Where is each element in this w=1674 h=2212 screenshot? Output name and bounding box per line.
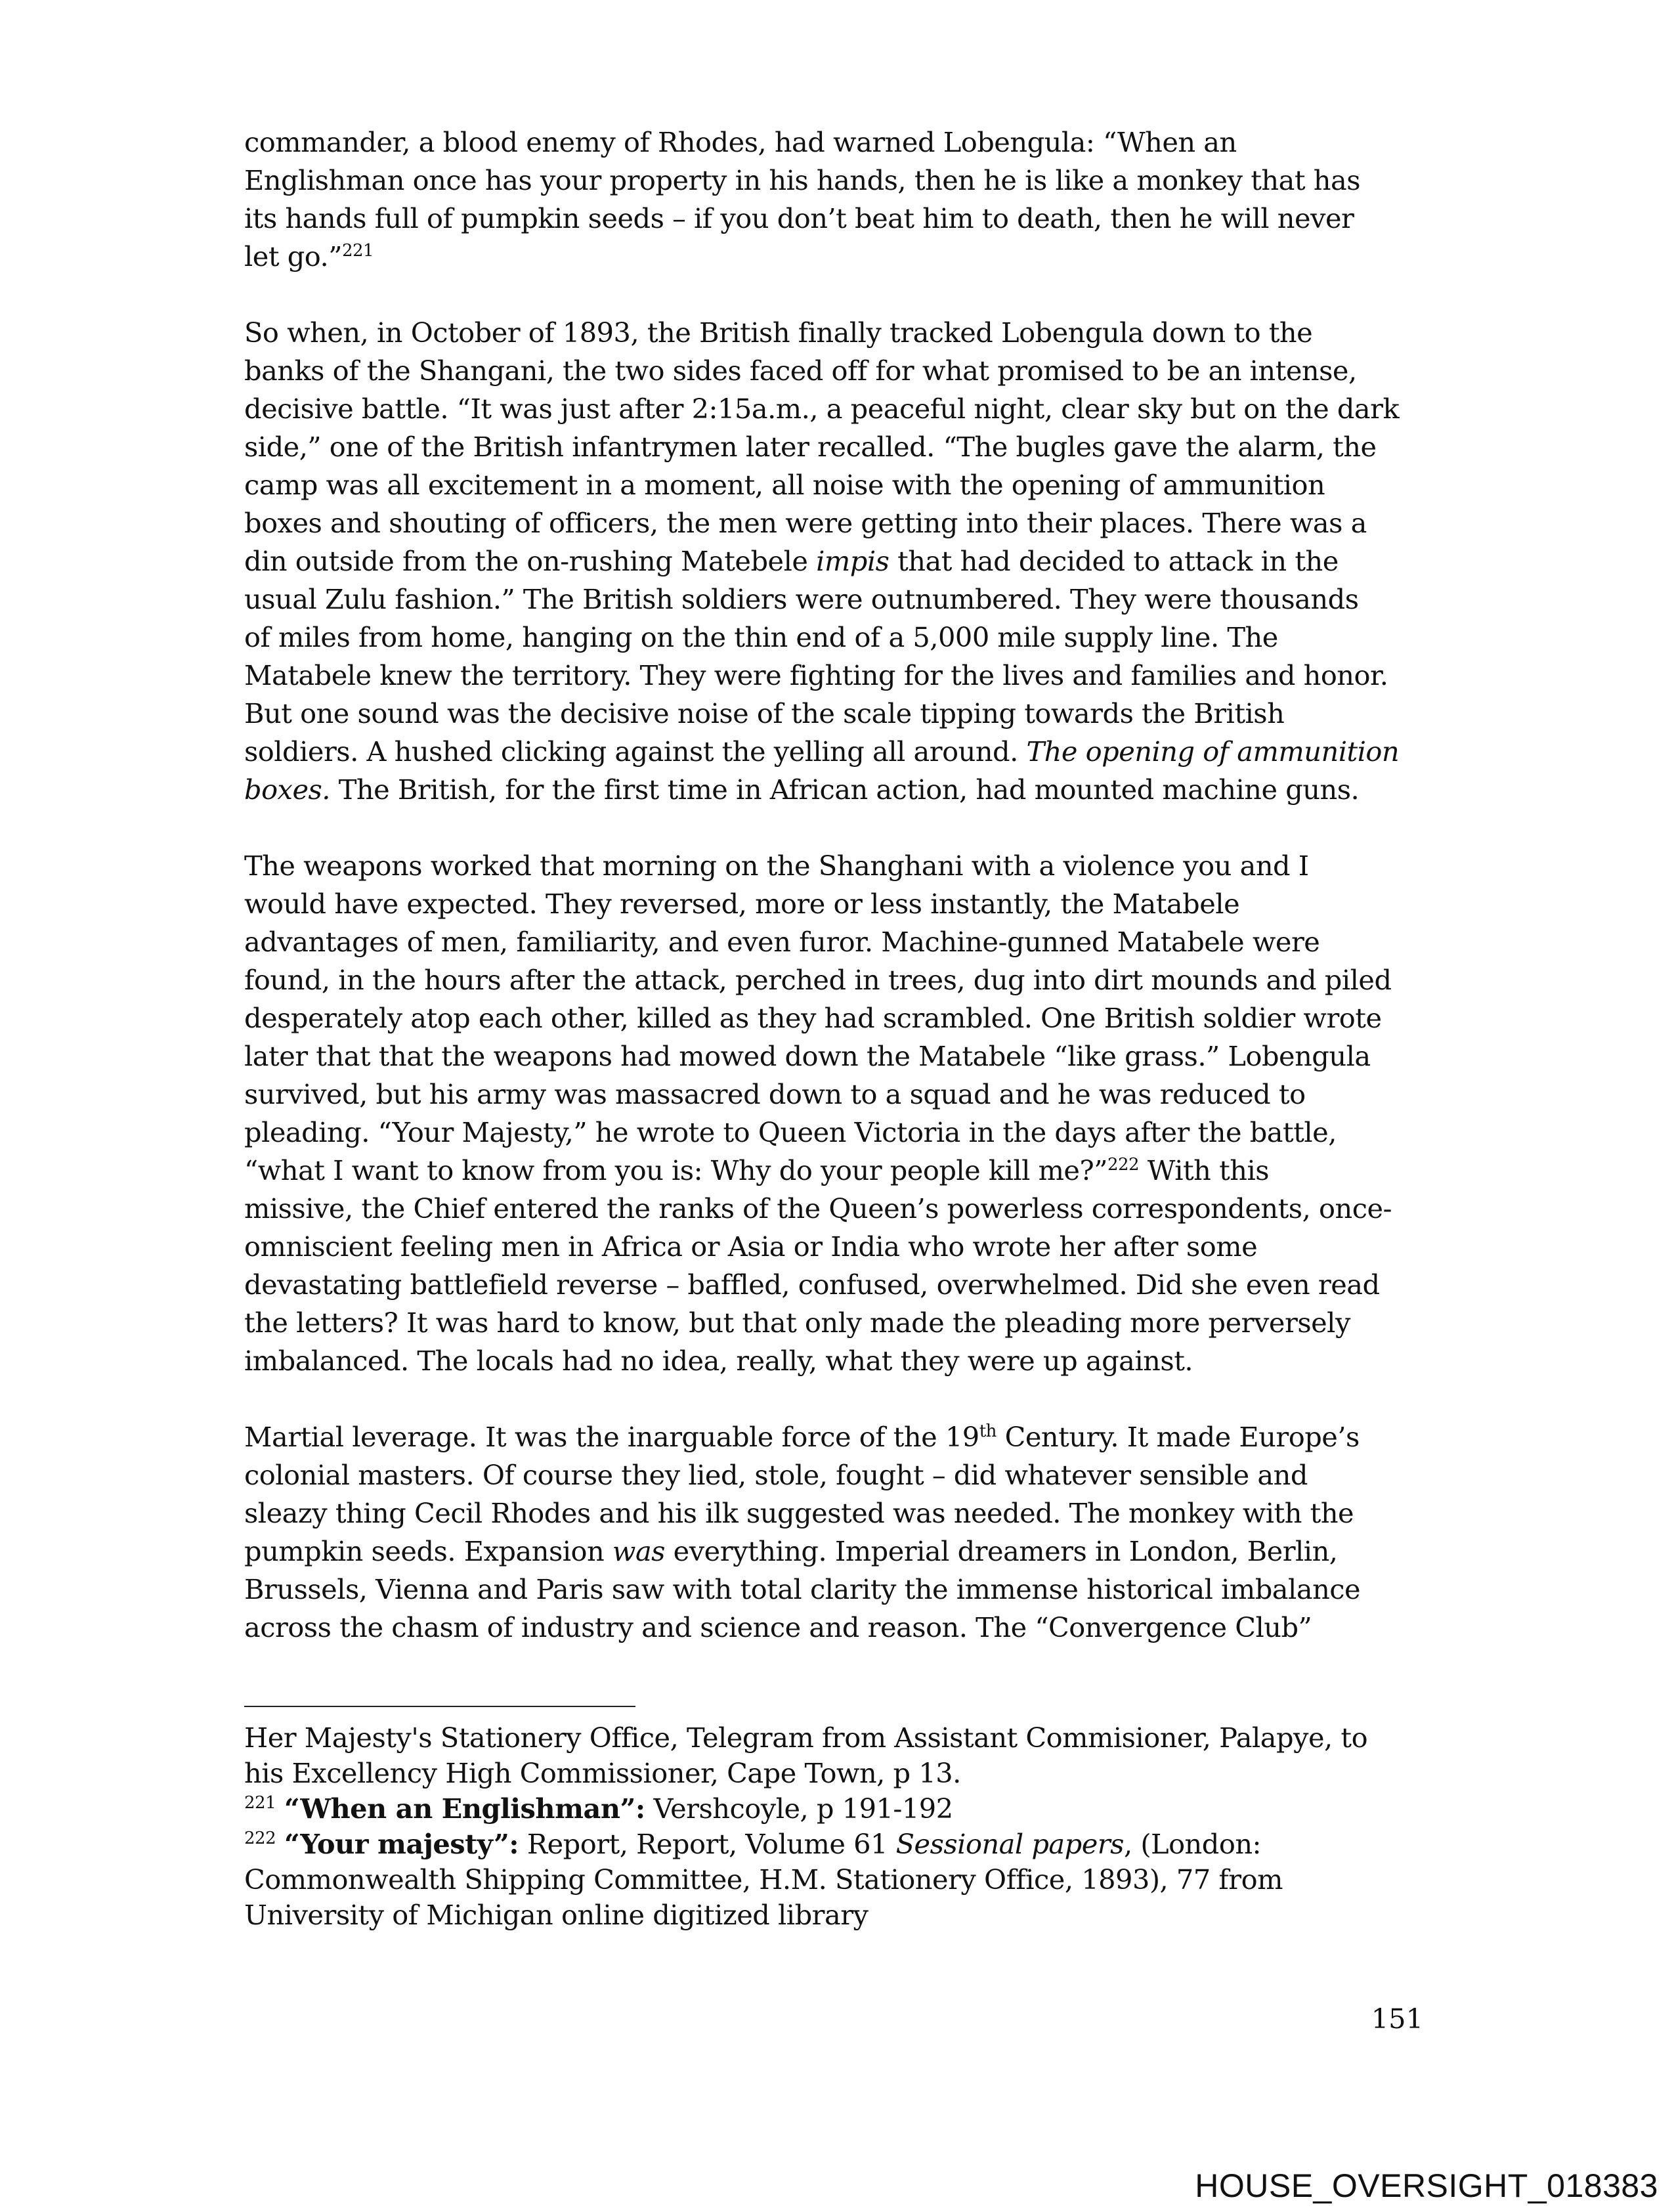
- text-run: So when, in October of 1893, the British finally tracked Lobengula down to the: [244, 316, 1313, 349]
- text-line: [244, 999, 1419, 1037]
- text-line: [244, 1266, 1419, 1304]
- text-run: boxes and shouting of officers, the men were getting into their places. There was a: [244, 507, 1367, 539]
- text-line: [244, 1571, 1419, 1609]
- text-line: [244, 771, 1419, 809]
- text-line: [244, 1862, 1419, 1898]
- text-run: decisive battle. “It was just after 2:15a.m., a peaceful night, clear sky but on the dark: [244, 393, 1400, 425]
- text-line: [244, 695, 1419, 733]
- text-run: The weapons worked that morning on the Shanghani with a violence you and I: [244, 850, 1309, 882]
- text-run: across the chasm of industry and science and reason. The “Convergence Club”: [244, 1611, 1312, 1643]
- text-line: [244, 1791, 1419, 1827]
- text-run: Her Majesty's Stationery Office, Telegram from Assistant Commisioner, Palapye, to: [244, 1722, 1368, 1754]
- text-line: [244, 657, 1419, 695]
- text-run: Martial leverage. It was the inarguable force of the 19: [244, 1421, 979, 1453]
- paragraph: [244, 314, 1419, 809]
- text-run: Commonwealth Shipping Committee, H.M. Stationery Office, 1893), 77 from: [244, 1863, 1283, 1896]
- text-run: “When an Englishman”:: [284, 1792, 645, 1825]
- text-line: [244, 961, 1419, 999]
- bates-number: HOUSE_OVERSIGHT_018383: [1195, 2167, 1658, 2204]
- text-run: advantages of men, familiarity, and even furor. Machine-gunned Matabele were: [244, 926, 1320, 958]
- footnote-marker: 221: [341, 241, 374, 261]
- text-line: [244, 352, 1419, 390]
- text-run: “what I want to know from you is: Why do your people kill me?”: [244, 1154, 1107, 1186]
- text-line: [244, 1342, 1419, 1380]
- text-run: pleading. “Your Majesty,” he wrote to Queen Victoria in the days after the battle,: [244, 1116, 1337, 1148]
- text-line: [244, 1756, 1419, 1791]
- text-run: its hands full of pumpkin seeds – if you don’t beat him to death, then he will never: [244, 202, 1354, 234]
- paragraph: [244, 847, 1419, 1380]
- text-run: Century. It made Europe’s: [996, 1421, 1360, 1453]
- footnotes: [244, 1720, 1419, 1933]
- text-run: Report, Report, Volume 61: [519, 1828, 896, 1860]
- footnote-separator: [244, 1706, 635, 1707]
- text-run: soldiers. A hushed clicking against the yelling all around.: [244, 735, 1027, 768]
- text-run: Brussels, Vienna and Paris saw with total clarity the immense historical imbalance: [244, 1573, 1361, 1605]
- footnote-marker: 222: [244, 1829, 276, 1849]
- text-line: [244, 1114, 1419, 1152]
- text-run: devastating battlefield reverse – baffled, confused, overwhelmed. Did she even read: [244, 1269, 1380, 1301]
- text-line: [244, 1228, 1419, 1266]
- text-run: Englishman once has your property in his hands, then he is like a monkey that has: [244, 164, 1361, 196]
- text-run: The British, for the first time in African action, had mounted machine guns.: [330, 773, 1360, 806]
- text-run: his Excellency High Commissioner, Cape Town, p 13.: [244, 1757, 961, 1789]
- text-run: later that that the weapons had mowed down the Matabele “like grass.” Lobengula: [244, 1040, 1371, 1072]
- text-run: imbalanced. The locals had no idea, really, what they were up against.: [244, 1345, 1193, 1377]
- text-line: [244, 1152, 1419, 1190]
- text-run: let go.”: [244, 240, 342, 272]
- text-run: commander, a blood enemy of Rhodes, had warned Lobengula: “When an: [244, 126, 1237, 158]
- paragraph: [244, 1418, 1419, 1647]
- text-line: [244, 618, 1419, 657]
- text-run: Sessional papers: [895, 1828, 1124, 1860]
- text-line: [244, 123, 1419, 162]
- text-line: [244, 466, 1419, 504]
- text-line: [244, 1304, 1419, 1342]
- paragraph: [244, 123, 1419, 276]
- text-line: [244, 162, 1419, 200]
- page-number: 151: [1371, 2003, 1423, 2035]
- text-line: [244, 1418, 1419, 1456]
- text-run: Matabele knew the territory. They were fighting for the lives and families and honor.: [244, 659, 1388, 691]
- text-line: [244, 238, 1419, 276]
- text-run: that had decided to attack in the: [889, 545, 1339, 577]
- text-run: found, in the hours after the attack, perched in trees, dug into dirt mounds and piled: [244, 964, 1392, 996]
- text-run: side,” one of the British infantrymen later recalled. “The bugles gave the alarm, the: [244, 431, 1377, 463]
- text-run: survived, but his army was massacred down to a squad and he was reduced to: [244, 1078, 1306, 1110]
- text-run: omniscient feeling men in Africa or Asia or India who wrote her after some: [244, 1230, 1258, 1263]
- text-line: [244, 847, 1419, 885]
- text-line: [244, 1190, 1419, 1228]
- text-run: the letters? It was hard to know, but that only made the pleading more perversely: [244, 1307, 1350, 1339]
- text-run: Vershcoyle, p 191-192: [645, 1792, 953, 1825]
- text-line: [244, 885, 1419, 923]
- text-line: [244, 1720, 1419, 1756]
- text-line: [244, 1827, 1419, 1862]
- text-run: desperately atop each other, killed as they had scrambled. One British soldier wrote: [244, 1002, 1382, 1034]
- text-run: University of Michigan online digitized library: [244, 1899, 869, 1931]
- text-run: of miles from home, hanging on the thin end of a 5,000 mile supply line. The: [244, 621, 1278, 653]
- text-run: usual Zulu fashion.” The British soldiers were outnumbered. They were thousands: [244, 583, 1359, 615]
- text-run: boxes.: [244, 773, 331, 806]
- footnote-marker: 221: [244, 1793, 276, 1813]
- text-line: [244, 1456, 1419, 1494]
- text-line: [244, 200, 1419, 238]
- text-run: impis: [816, 545, 890, 577]
- text-run: missive, the Chief entered the ranks of the Queen’s powerless correspondents, once-: [244, 1192, 1392, 1225]
- text-run: sleazy thing Cecil Rhodes and his ilk suggested was needed. The monkey with the: [244, 1497, 1354, 1529]
- text-line: [244, 1494, 1419, 1532]
- text-run: [276, 1828, 284, 1860]
- text-run: But one sound was the decisive noise of the scale tipping towards the British: [244, 697, 1285, 729]
- text-run: camp was all excitement in a moment, all noise with the opening of ammunition: [244, 469, 1325, 501]
- text-run: The opening of ammunition: [1026, 735, 1400, 768]
- text-run: , (London:: [1123, 1828, 1262, 1860]
- text-line: [244, 314, 1419, 352]
- text-line: [244, 390, 1419, 428]
- text-line: [244, 580, 1419, 618]
- text-run: din outside from the on-rushing Matebele: [244, 545, 817, 577]
- text-line: [244, 504, 1419, 542]
- text-line: [244, 1075, 1419, 1114]
- text-line: [244, 542, 1419, 580]
- text-line: [244, 1898, 1419, 1933]
- text-run: everything. Imperial dreamers in London, Berlin,: [664, 1535, 1338, 1567]
- text-run: banks of the Shangani, the two sides faced off for what promised to be an intense,: [244, 355, 1357, 387]
- text-run: “Your majesty”:: [284, 1828, 519, 1860]
- text-run: pumpkin seeds. Expansion: [244, 1535, 612, 1567]
- text-line: [244, 923, 1419, 961]
- footnote-marker: 222: [1107, 1155, 1140, 1175]
- text-run: was: [612, 1535, 665, 1567]
- text-run: With this: [1139, 1154, 1270, 1186]
- footnote-marker: th: [979, 1421, 997, 1442]
- text-line: [244, 733, 1419, 771]
- text-run: would have expected. They reversed, more or less instantly, the Matabele: [244, 888, 1240, 920]
- text-run: [276, 1792, 284, 1825]
- text-line: [244, 1532, 1419, 1571]
- text-line: [244, 1609, 1419, 1647]
- text-line: [244, 428, 1419, 466]
- text-run: colonial masters. Of course they lied, stole, fought – did whatever sensible and: [244, 1459, 1308, 1491]
- text-line: [244, 1037, 1419, 1075]
